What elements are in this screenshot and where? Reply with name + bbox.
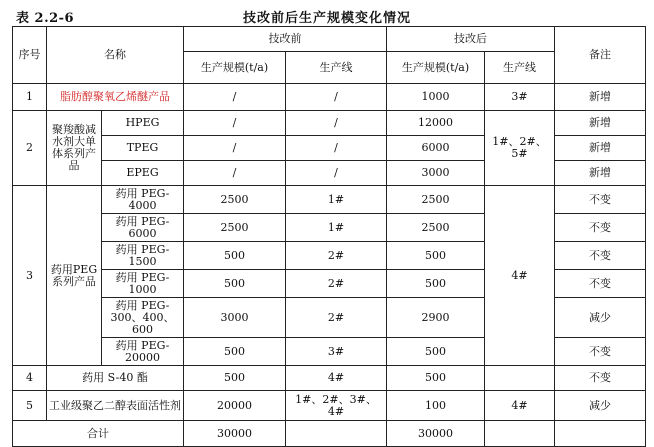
before-capacity: / bbox=[184, 136, 286, 161]
after-capacity-total: 30000 bbox=[387, 421, 485, 447]
product-name: 工业级聚乙二醇表面活性剂 bbox=[47, 391, 184, 421]
note-cell: 不变 bbox=[555, 270, 646, 298]
note-cell: 新增 bbox=[555, 136, 646, 161]
product-name: HPEG bbox=[102, 111, 184, 136]
before-capacity-total: 30000 bbox=[184, 421, 286, 447]
before-capacity: / bbox=[184, 161, 286, 186]
before-capacity: / bbox=[184, 111, 286, 136]
before-capacity: / bbox=[184, 84, 286, 111]
after-capacity: 500 bbox=[387, 242, 485, 270]
note-cell: 减少 bbox=[555, 391, 646, 421]
note-cell: 不变 bbox=[555, 186, 646, 214]
before-capacity: 3000 bbox=[184, 298, 286, 338]
before-capacity: 500 bbox=[184, 242, 286, 270]
before-line: 1# bbox=[286, 214, 387, 242]
before-line: / bbox=[286, 136, 387, 161]
note-cell: 不变 bbox=[555, 214, 646, 242]
before-line: 3# bbox=[286, 338, 387, 366]
before-line bbox=[286, 421, 387, 447]
header-before: 技改前 bbox=[184, 27, 387, 52]
before-line: 2# bbox=[286, 270, 387, 298]
product-name: 药用 PEG-4000 bbox=[102, 186, 184, 214]
product-name: 脂肪醇聚氧乙烯醚产品 bbox=[47, 84, 184, 111]
after-line: 4# bbox=[485, 186, 555, 366]
header-name: 名称 bbox=[47, 27, 184, 84]
before-line: 1# bbox=[286, 186, 387, 214]
after-capacity: 6000 bbox=[387, 136, 485, 161]
after-line: 3# bbox=[485, 84, 555, 111]
note-cell: 新增 bbox=[555, 161, 646, 186]
before-capacity: 20000 bbox=[184, 391, 286, 421]
note-cell: 不变 bbox=[555, 242, 646, 270]
product-name: 药用 PEG-1000 bbox=[102, 270, 184, 298]
product-name: 药用 PEG-6000 bbox=[102, 214, 184, 242]
seq-cell: 3 bbox=[13, 186, 47, 366]
header-before-capacity: 生产规模(t/a) bbox=[184, 52, 286, 84]
seq-cell: 2 bbox=[13, 111, 47, 186]
product-name: 药用 S-40 酯 bbox=[47, 366, 184, 391]
note-cell: 减少 bbox=[555, 298, 646, 338]
before-capacity: 500 bbox=[184, 270, 286, 298]
table-row bbox=[13, 391, 646, 421]
header-after-capacity: 生产规模(t/a) bbox=[387, 52, 485, 84]
product-name: 药用 PEG-300、400、600 bbox=[102, 298, 184, 338]
after-capacity: 2900 bbox=[387, 298, 485, 338]
total-label: 合计 bbox=[13, 421, 184, 447]
product-name: TPEG bbox=[102, 136, 184, 161]
header-seq: 序号 bbox=[13, 27, 47, 84]
note-cell: 新增 bbox=[555, 111, 646, 136]
before-line: 2# bbox=[286, 242, 387, 270]
before-line: 1#、2#、3#、4# bbox=[286, 391, 387, 421]
table-number: 表 2.2-6 bbox=[16, 11, 75, 26]
table-row bbox=[13, 366, 646, 391]
note-cell: 不变 bbox=[555, 338, 646, 366]
after-line: 1#、2#、5# bbox=[485, 111, 555, 186]
total-row bbox=[13, 421, 646, 447]
group-name: 药用PEG系列产品 bbox=[47, 186, 102, 366]
table-row bbox=[13, 84, 646, 111]
before-line: 4# bbox=[286, 366, 387, 391]
seq-cell: 1 bbox=[13, 84, 47, 111]
after-capacity: 500 bbox=[387, 366, 485, 391]
after-capacity: 100 bbox=[387, 391, 485, 421]
header-row-1 bbox=[13, 27, 646, 52]
after-capacity: 1000 bbox=[387, 84, 485, 111]
after-line: 4# bbox=[485, 391, 555, 421]
after-capacity: 2500 bbox=[387, 186, 485, 214]
after-line bbox=[485, 366, 555, 391]
note-cell bbox=[555, 421, 646, 447]
table-title: 技改前后生产规模变化情况 bbox=[242, 11, 411, 26]
before-line: 2# bbox=[286, 298, 387, 338]
product-name: EPEG bbox=[102, 161, 184, 186]
after-line bbox=[485, 421, 555, 447]
before-capacity: 2500 bbox=[184, 186, 286, 214]
before-line: / bbox=[286, 161, 387, 186]
product-name: 药用 PEG-20000 bbox=[102, 338, 184, 366]
before-capacity: 500 bbox=[184, 338, 286, 366]
product-name: 药用 PEG-1500 bbox=[102, 242, 184, 270]
before-line: / bbox=[286, 84, 387, 111]
header-before-line: 生产线 bbox=[286, 52, 387, 84]
before-capacity: 2500 bbox=[184, 214, 286, 242]
header-note: 备注 bbox=[555, 27, 646, 84]
after-capacity: 500 bbox=[387, 270, 485, 298]
note-cell: 新增 bbox=[555, 84, 646, 111]
header-after-line: 生产线 bbox=[485, 52, 555, 84]
after-capacity: 500 bbox=[387, 338, 485, 366]
capacity-table bbox=[12, 26, 646, 447]
before-line: / bbox=[286, 111, 387, 136]
table-row bbox=[13, 111, 646, 136]
note-cell: 不变 bbox=[555, 366, 646, 391]
table-caption bbox=[0, 7, 654, 25]
after-capacity: 3000 bbox=[387, 161, 485, 186]
group-name: 聚羧酸减水剂大单体系列产品 bbox=[47, 111, 102, 186]
table-row bbox=[13, 186, 646, 214]
before-capacity: 500 bbox=[184, 366, 286, 391]
header-after: 技改后 bbox=[387, 27, 555, 52]
after-capacity: 2500 bbox=[387, 214, 485, 242]
seq-cell: 5 bbox=[13, 391, 47, 421]
after-capacity: 12000 bbox=[387, 111, 485, 136]
seq-cell: 4 bbox=[13, 366, 47, 391]
